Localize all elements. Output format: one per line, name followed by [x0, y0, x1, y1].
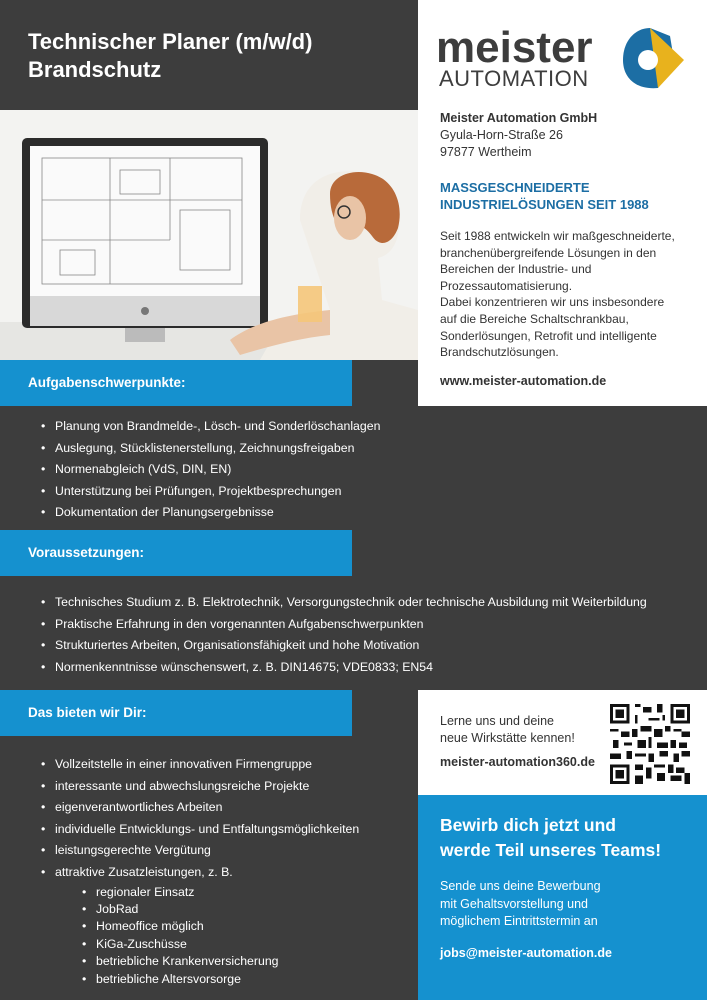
list-item: • Praktische Erfahrung in den vorgenannten Aufgabenschwerpunkten [38, 614, 647, 636]
desc-line: Brandschutzlösungen. [440, 345, 559, 360]
list-item: • interessante und abwechslungsreiche Projekte [38, 776, 359, 798]
list-item: • individuelle Entwicklungs- und Entfaltungsmöglichkeiten [38, 819, 359, 841]
qr-caption-line1: Lerne uns und deine [440, 714, 554, 728]
apply-headline-line1: Bewirb dich jetzt und [440, 815, 616, 835]
desc-line: branchenübergreifende Lösungen in den [440, 245, 657, 260]
list-item: • Strukturiertes Arbeiten, Organisationsfähigkeit und hohe Motivation [38, 635, 647, 657]
header-photo [0, 110, 418, 360]
sublist-item: • regionaler Einsatz [79, 884, 359, 901]
company-name: Meister Automation GmbH [440, 111, 598, 125]
apply-text-line: Sende uns deine Bewerbung [440, 879, 601, 893]
benefits-sublist [55, 884, 359, 988]
list-item [38, 862, 359, 988]
slogan-line2: INDUSTRIELÖSUNGEN SEIT 1988 [440, 197, 649, 212]
requirements-heading: Voraussetzungen: [0, 530, 352, 576]
list-item: • Dokumentation der Planungsergebnisse [38, 502, 380, 524]
apply-email-link[interactable]: jobs@meister-automation.de [440, 946, 612, 960]
desc-line: Prozessautomatisierung. [440, 278, 573, 293]
desc-line: Seit 1988 entwickeln wir maßgeschneiderte, [440, 229, 675, 243]
job-title [28, 28, 312, 84]
juice-glass-icon [298, 286, 322, 322]
list-item: • Normenabgleich (VdS, DIN, EN) [38, 459, 380, 481]
list-item: • eigenverantwortliches Arbeiten [38, 797, 359, 819]
company-description [440, 228, 702, 361]
list-item: • Unterstützung bei Prüfungen, Projektbesprechungen [38, 481, 380, 503]
logo-word-automation: AUTOMATION [439, 66, 589, 91]
desc-line: Sonderlösungen, Retrofit und intelligente [440, 328, 657, 343]
sublist-item: • JobRad [79, 901, 359, 918]
apply-headline-line2: werde Teil unseres Teams! [440, 840, 662, 860]
list-item: • Technisches Studium z. B. Elektrotechnik, Versorgungstechnik oder technische Ausbildung mit Weiterbildung [38, 592, 647, 614]
list-item: • Normenkenntnisse wünschenswert, z. B. DIN14675; VDE0833; EN54 [38, 657, 647, 679]
desc-line: Bereichen der Industrie- und [440, 262, 592, 277]
list-item: • Planung von Brandmelde-, Lösch- und Sonderlöschanlagen [38, 416, 380, 438]
company-slogan [440, 179, 700, 213]
desc-line: Dabei konzentrieren wir uns insbesondere [440, 295, 665, 310]
sublist-item: • betriebliche Krankenversicherung [79, 953, 359, 970]
job-title-line1: Technischer Planer (m/w/d) [28, 29, 313, 54]
logo-mark-icon [623, 28, 684, 88]
apply-text-line: mit Gehaltsvorstellung und [440, 896, 588, 911]
tasks-heading: Aufgabenschwerpunkte: [0, 360, 352, 406]
list-item: • Vollzeitstelle in einer innovativen Firmengruppe [38, 754, 359, 776]
list-item-text: attraktive Zusatzleistungen, z. B. [55, 864, 233, 879]
qr-caption [440, 713, 600, 747]
job-title-line2: Brandschutz [28, 57, 162, 82]
apply-text-line: möglichem Eintrittstermin an [440, 914, 598, 928]
offer-list [38, 754, 359, 988]
qr-url-link[interactable]: meister-automation360.de [440, 755, 595, 769]
company-address [440, 110, 700, 161]
apply-headline [440, 813, 700, 863]
qr-caption-line2: neue Wirkstätte kennen! [440, 731, 575, 745]
list-item: • leistungsgerechte Vergütung [38, 840, 359, 862]
qr-code-icon[interactable] [610, 704, 690, 784]
company-website-link[interactable]: www.meister-automation.de [440, 374, 607, 388]
logo-word-meister: meister [436, 23, 593, 72]
requirements-list [38, 592, 647, 678]
sublist-item: • betriebliche Altersvorsorge [79, 971, 359, 988]
offer-heading: Das bieten wir Dir: [0, 690, 352, 736]
tasks-list [38, 416, 380, 524]
slogan-line1: MASSGESCHNEIDERTE [440, 180, 590, 195]
apply-text [440, 878, 690, 931]
sublist-item: • Homeoffice möglich [79, 918, 359, 935]
company-city: 97877 Wertheim [440, 145, 532, 159]
company-street: Gyula-Horn-Straße 26 [440, 128, 563, 142]
company-logo [436, 20, 686, 95]
sublist-item: • KiGa-Zuschüsse [79, 936, 359, 953]
list-item: • Auslegung, Stücklistenerstellung, Zeichnungsfreigaben [38, 438, 380, 460]
desc-line: auf die Bereiche Schaltschrankbau, [440, 311, 629, 326]
